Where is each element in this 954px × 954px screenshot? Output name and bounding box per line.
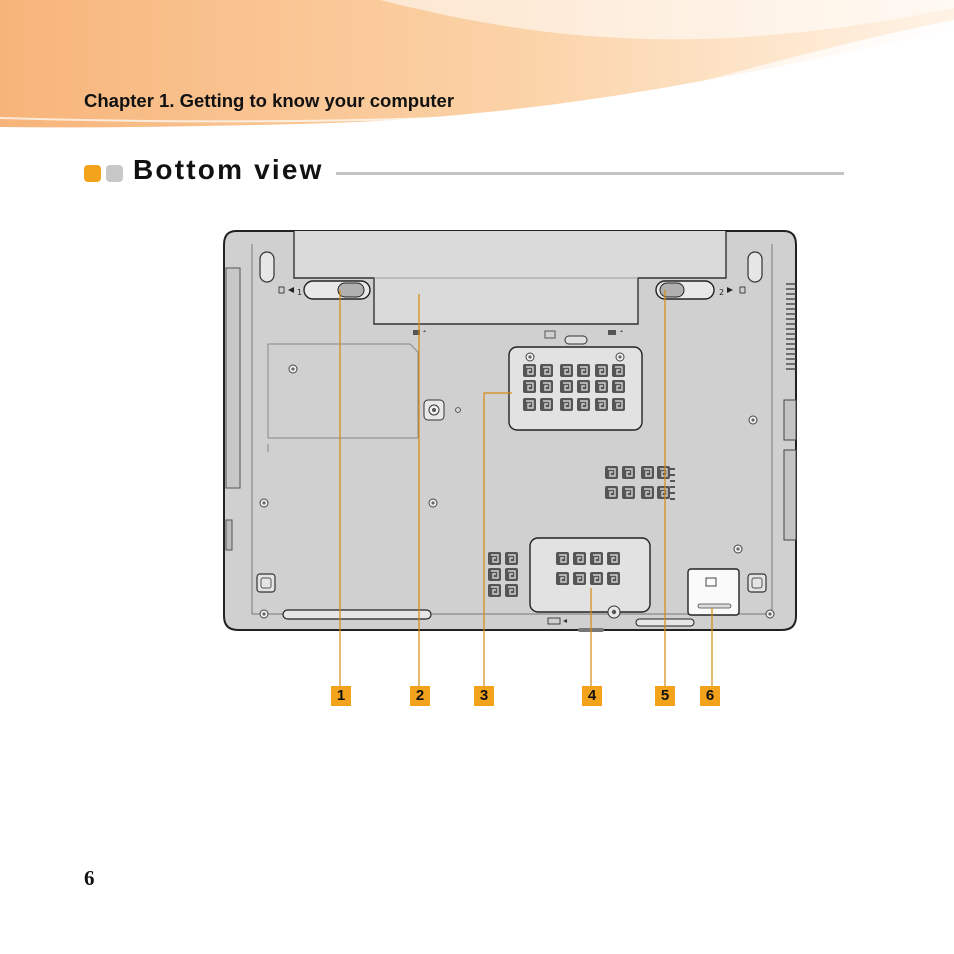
latch-right-label: 2 bbox=[719, 288, 725, 297]
callout-1: 1 bbox=[331, 686, 351, 706]
callout-4: 4 bbox=[582, 686, 602, 706]
chapter-title: Chapter 1. Getting to know your computer bbox=[84, 90, 455, 111]
callout-5: 5 bbox=[655, 686, 675, 706]
callout-3: 3 bbox=[474, 686, 494, 706]
callout-2: 2 bbox=[410, 686, 430, 706]
latch-left-label: 1 bbox=[297, 288, 303, 297]
page-number: 6 bbox=[84, 866, 95, 890]
section-title: Bottom view bbox=[133, 154, 324, 185]
callout-6: 6 bbox=[700, 686, 720, 706]
